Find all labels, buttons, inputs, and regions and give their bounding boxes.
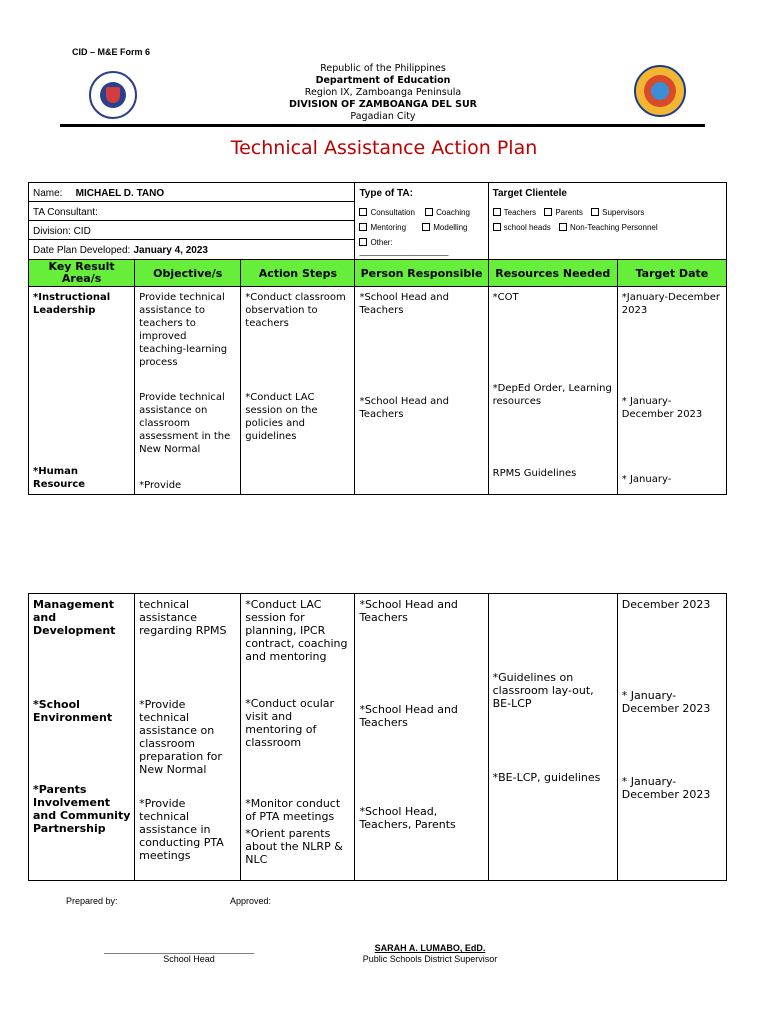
ta-consultant-label: TA Consultant: (29, 202, 354, 221)
letterhead-city: Pagadian City (350, 111, 416, 122)
kra-instructional-leadership: *Instructional Leadership (33, 292, 111, 316)
consultation-label: Consultation (370, 208, 415, 217)
target-date-4: * January-December 2023 (621, 689, 711, 715)
resources-3: RPMS Guidelines (492, 468, 577, 479)
supervisors-label: Supervisors (602, 208, 645, 217)
date-label: Date Plan Developed: (33, 245, 131, 256)
non-teaching-checkbox[interactable] (559, 223, 658, 232)
non-teaching-label: Non-Teaching Personnel (570, 223, 658, 232)
column-header: Objective/s (135, 260, 241, 287)
approved-label: Approved: (230, 896, 272, 906)
kra-school-environment: *School Environment (33, 698, 113, 724)
division-label: Division: CID (29, 221, 354, 240)
person-responsible-3: *School Head and Teachers (359, 598, 458, 624)
kra-parents-involvement: *Parents Involvement and Community Partnership (33, 783, 131, 835)
action-plan-table-page1 (28, 182, 727, 495)
objective-2: Provide technical assistance on classroom assessment in the New Normal (139, 392, 231, 455)
person-responsible-1: *School Head and Teachers (359, 292, 449, 316)
modelling-label: Modelling (433, 223, 468, 232)
target-date-3: * January- (621, 474, 672, 485)
division-seal-icon (634, 65, 686, 117)
prepared-by-label: Prepared by: (66, 896, 118, 906)
teachers-label: Teachers (503, 208, 537, 217)
column-header-row (29, 260, 727, 287)
action-plan-table-page2 (28, 593, 727, 881)
objective-4: *Provide technical assistance on classroom preparation for New Normal (139, 698, 222, 776)
letterhead-department: Department of Education (315, 75, 451, 86)
deped-seal-icon (89, 71, 137, 119)
header-rule (60, 124, 705, 127)
school-head-signature-line: ______________________________ (104, 944, 255, 954)
school-head-label: School Head (163, 954, 215, 964)
kra-human-resource: *Human Resource (33, 466, 86, 490)
resources-4: *Guidelines on classroom lay-out, BE-LCP (492, 671, 594, 710)
kra-management-development: Management and Development (33, 598, 116, 637)
school-heads-checkbox[interactable] (493, 223, 551, 232)
name-label: Name: (33, 188, 63, 199)
resources-5: *BE-LCP, guidelines (492, 771, 601, 784)
column-header: Target Date (617, 260, 726, 287)
mentoring-label: Mentoring (370, 223, 407, 232)
other-label: Other: ____________________ (359, 238, 449, 256)
person-responsible-2: *School Head and Teachers (359, 396, 449, 420)
action-step-1: *Conduct classroom observation to teachers (245, 292, 346, 329)
objective-5: *Provide technical assistance in conducting PTA meetings (139, 797, 224, 862)
approver-title: Public Schools District Supervisor (362, 954, 498, 964)
target-date-3-cont: December 2023 (621, 598, 711, 611)
action-step-5a: *Monitor conduct of PTA meetings (245, 797, 341, 823)
action-step-4: *Conduct ocular visit and mentoring of classroom (245, 697, 335, 749)
page-title: Technical Assistance Action Plan (230, 137, 538, 159)
column-header: Action Steps (241, 260, 355, 287)
date-value: January 4, 2023 (133, 245, 208, 256)
coaching-checkbox[interactable] (425, 208, 470, 217)
table-row (29, 594, 727, 881)
column-header: Person Responsible (355, 260, 488, 287)
action-step-3: *Conduct LAC session for planning, IPCR contract, coaching and mentoring (245, 598, 348, 663)
modelling-checkbox[interactable] (422, 223, 467, 232)
letterhead (200, 63, 566, 123)
column-header: Resources Needed (488, 260, 617, 287)
person-responsible-5: *School Head, Teachers, Parents (359, 805, 456, 831)
person-responsible-4: *School Head and Teachers (359, 703, 458, 729)
approver-name: SARAH A. LUMABO, EdD. (374, 943, 486, 953)
parents-checkbox[interactable] (544, 208, 583, 217)
other-checkbox[interactable] (359, 238, 448, 256)
coaching-label: Coaching (436, 208, 470, 217)
target-date-1: *January-December 2023 (621, 292, 720, 316)
letterhead-division: DIVISION OF ZAMBOANGA DEL SUR (288, 99, 477, 110)
resources-2: *DepEd Order, Learning resources (492, 383, 612, 407)
mentoring-checkbox[interactable] (359, 223, 406, 232)
target-clientele-title: Target Clientele (492, 188, 567, 199)
consultation-checkbox[interactable] (359, 208, 414, 217)
action-step-5b: *Orient parents about the NLRP & NLC (245, 827, 343, 866)
resources-1: *COT (492, 292, 519, 303)
teachers-checkbox[interactable] (493, 208, 536, 217)
name-value: MICHAEL D. TANO (75, 188, 165, 199)
type-of-ta-title: Type of TA: (359, 188, 413, 199)
supervisors-checkbox[interactable] (591, 208, 644, 217)
date-row (29, 240, 354, 259)
letterhead-republic: Republic of the Philippines (320, 63, 446, 74)
target-date-2: * January-December 2023 (621, 396, 703, 420)
objective-3: *Provide (139, 480, 182, 491)
table-row (29, 287, 727, 495)
objective-1: Provide technical assistance to teachers to improved teaching-learning process (139, 292, 228, 368)
column-header: Key Result Area/s (29, 260, 135, 287)
name-row (29, 183, 354, 202)
target-date-5: * January-December 2023 (621, 775, 711, 801)
form-id: CID – M&E Form 6 (72, 47, 151, 57)
school-heads-label: school heads (503, 223, 551, 232)
parents-label: Parents (555, 208, 583, 217)
objective-3-cont: technical assistance regarding RPMS (139, 598, 227, 637)
letterhead-region: Region IX, Zamboanga Peninsula (304, 87, 462, 98)
action-step-2: *Conduct LAC session on the policies and guidelines (245, 392, 318, 442)
